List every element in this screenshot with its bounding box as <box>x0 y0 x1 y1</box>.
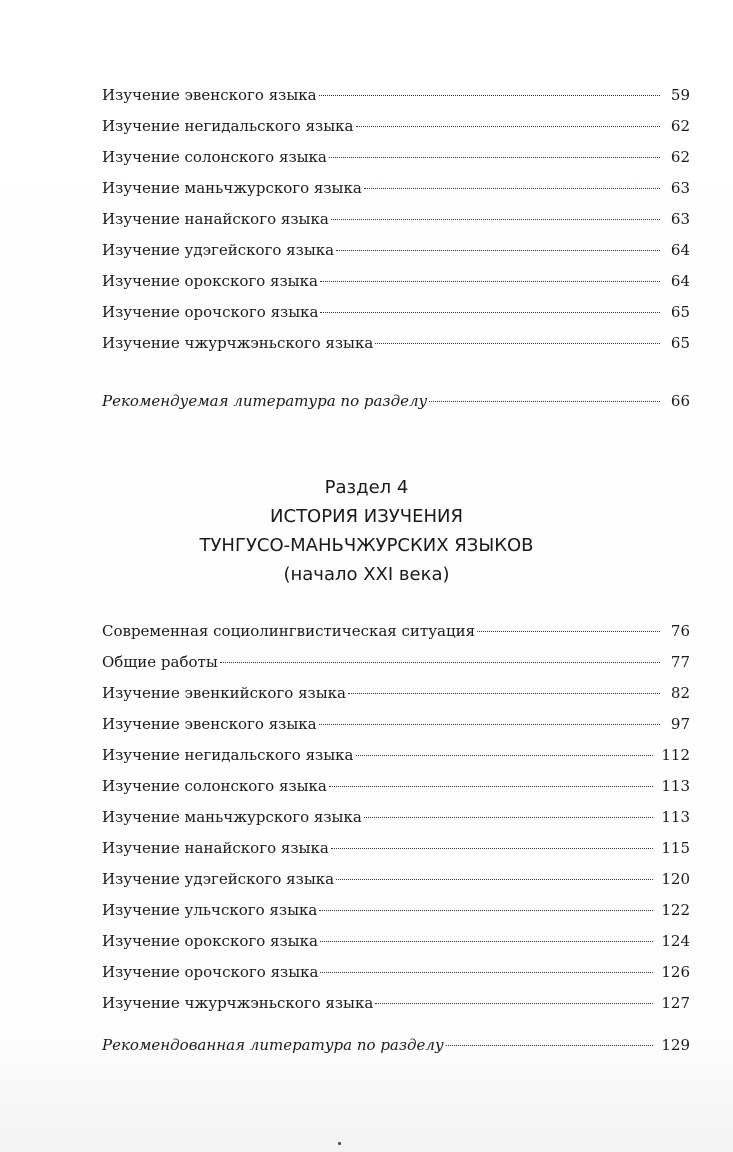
toc-entry[interactable] <box>102 802 690 833</box>
dot-leader <box>336 250 660 251</box>
toc-entry-title: Изучение солонского языка <box>102 777 327 795</box>
toc-entry-title: Изучение солонского языка <box>102 148 327 166</box>
toc-entry-title: Изучение негидальского языка <box>102 746 354 764</box>
toc-entry-title: Изучение маньчжурского языка <box>102 808 362 826</box>
section-heading <box>0 473 733 589</box>
toc-recommended-section-4 <box>102 1030 690 1061</box>
dot-leader <box>364 188 660 189</box>
toc-entry-page: 112 <box>661 746 690 764</box>
toc-entry-title: Изучение чжурчжэньского языка <box>102 334 374 352</box>
dot-leader <box>364 817 654 818</box>
toc-entry-page: 65 <box>670 303 690 321</box>
toc-entry[interactable] <box>102 895 690 926</box>
toc-entry-title: Рекомендованная литература по разделу <box>102 1036 444 1054</box>
toc-recommended-section-3 <box>102 386 690 417</box>
toc-entry-page: 64 <box>670 241 690 259</box>
toc-entry-page: 126 <box>661 963 690 981</box>
toc-entry-title: Изучение нанайского языка <box>102 839 329 857</box>
dot-leader <box>319 724 660 725</box>
toc-entry-title: Изучение орокского языка <box>102 932 318 950</box>
dot-leader <box>329 786 653 787</box>
toc-entry[interactable] <box>102 386 690 417</box>
toc-entry[interactable] <box>102 926 690 957</box>
toc-entry-page: 64 <box>670 272 690 290</box>
dot-leader <box>336 879 653 880</box>
dot-leader <box>320 281 660 282</box>
dot-leader <box>477 631 660 632</box>
toc-entry[interactable] <box>102 111 690 142</box>
toc-entry-title: Изучение ульчского языка <box>102 901 318 919</box>
toc-entry[interactable] <box>102 616 690 647</box>
toc-entry-page: 63 <box>670 179 690 197</box>
toc-entry-page: 77 <box>670 653 690 671</box>
toc-entry[interactable] <box>102 988 690 1019</box>
section-number: Раздел 4 <box>324 477 409 498</box>
dot-leader <box>348 693 660 694</box>
toc-entry-title: Изучение эвенкийского языка <box>102 684 346 702</box>
toc-entry-page: 115 <box>661 839 690 857</box>
dot-leader <box>319 910 653 911</box>
toc-entry[interactable] <box>102 709 690 740</box>
toc-entry-page: 129 <box>661 1036 690 1054</box>
toc-entry-title: Изучение эвенского языка <box>102 715 317 733</box>
toc-entry[interactable] <box>102 142 690 173</box>
toc-entry-title: Изучение чжурчжэньского языка <box>102 994 374 1012</box>
toc-entry-page: 113 <box>661 777 690 795</box>
toc-entry[interactable] <box>102 328 690 359</box>
toc-entry[interactable] <box>102 647 690 678</box>
dot-leader <box>331 848 654 849</box>
toc-entry-page: 62 <box>670 117 690 135</box>
toc-entry-page: 65 <box>670 334 690 352</box>
toc-entry[interactable] <box>102 235 690 266</box>
toc-entry-title: Изучение орокского языка <box>102 272 318 290</box>
toc-entry-title: Изучение удэгейского языка <box>102 241 335 259</box>
toc-entry-title: Современная социолингвистическая ситуация <box>102 622 476 640</box>
toc-entry[interactable] <box>102 297 690 328</box>
toc-entry[interactable] <box>102 678 690 709</box>
toc-entry-page: 113 <box>661 808 690 826</box>
dot-leader <box>320 972 653 973</box>
dot-leader <box>320 941 653 942</box>
toc-entry-title: Изучение удэгейского языка <box>102 870 335 888</box>
dot-leader <box>429 401 660 402</box>
toc-entry-page: 82 <box>670 684 690 702</box>
toc-entry-page: 122 <box>661 901 690 919</box>
toc-entry-page: 59 <box>670 86 690 104</box>
toc-entry[interactable] <box>102 771 690 802</box>
toc-entry-page: 120 <box>661 870 690 888</box>
toc-entry-title: Изучение эвенского языка <box>102 86 317 104</box>
section-title-line-1: ИСТОРИЯ ИЗУЧЕНИЯ <box>270 506 463 527</box>
toc-entry[interactable] <box>102 80 690 111</box>
print-speck <box>338 1142 341 1145</box>
toc-entry[interactable] <box>102 1030 690 1061</box>
dot-leader <box>319 95 660 96</box>
toc-entry-page: 62 <box>670 148 690 166</box>
dot-leader <box>375 343 660 344</box>
toc-entry-page: 63 <box>670 210 690 228</box>
dot-leader <box>329 157 660 158</box>
dot-leader <box>331 219 660 220</box>
section-subtitle: (начало XXI века) <box>283 564 450 585</box>
dot-leader <box>375 1003 653 1004</box>
dot-leader <box>320 312 660 313</box>
section-title-line-2: ТУНГУСО-МАНЬЧЖУРСКИХ ЯЗЫКОВ <box>199 535 534 556</box>
toc-entry[interactable] <box>102 740 690 771</box>
toc-entry-title: Изучение нанайского языка <box>102 210 329 228</box>
toc-entry-title: Общие работы <box>102 653 218 671</box>
toc-list-section-4 <box>102 616 690 1019</box>
dot-leader <box>356 755 654 756</box>
toc-entry-page: 127 <box>661 994 690 1012</box>
toc-entry-page: 97 <box>670 715 690 733</box>
toc-entry-page: 66 <box>670 392 690 410</box>
toc-entry[interactable] <box>102 957 690 988</box>
toc-entry[interactable] <box>102 266 690 297</box>
toc-entry-title: Изучение орочского языка <box>102 963 319 981</box>
dot-leader <box>220 662 660 663</box>
dot-leader <box>356 126 661 127</box>
toc-entry-title: Изучение маньчжурского языка <box>102 179 362 197</box>
toc-entry[interactable] <box>102 864 690 895</box>
toc-entry-page: 76 <box>670 622 690 640</box>
dot-leader <box>446 1045 654 1046</box>
toc-entry-page: 124 <box>661 932 690 950</box>
toc-entry[interactable] <box>102 833 690 864</box>
toc-entry[interactable] <box>102 173 690 204</box>
toc-entry-title: Рекомендуемая литература по разделу <box>102 392 428 410</box>
toc-entry-title: Изучение орочского языка <box>102 303 319 321</box>
toc-entry[interactable] <box>102 204 690 235</box>
toc-entry-title: Изучение негидальского языка <box>102 117 354 135</box>
toc-list-section-3 <box>102 80 690 359</box>
